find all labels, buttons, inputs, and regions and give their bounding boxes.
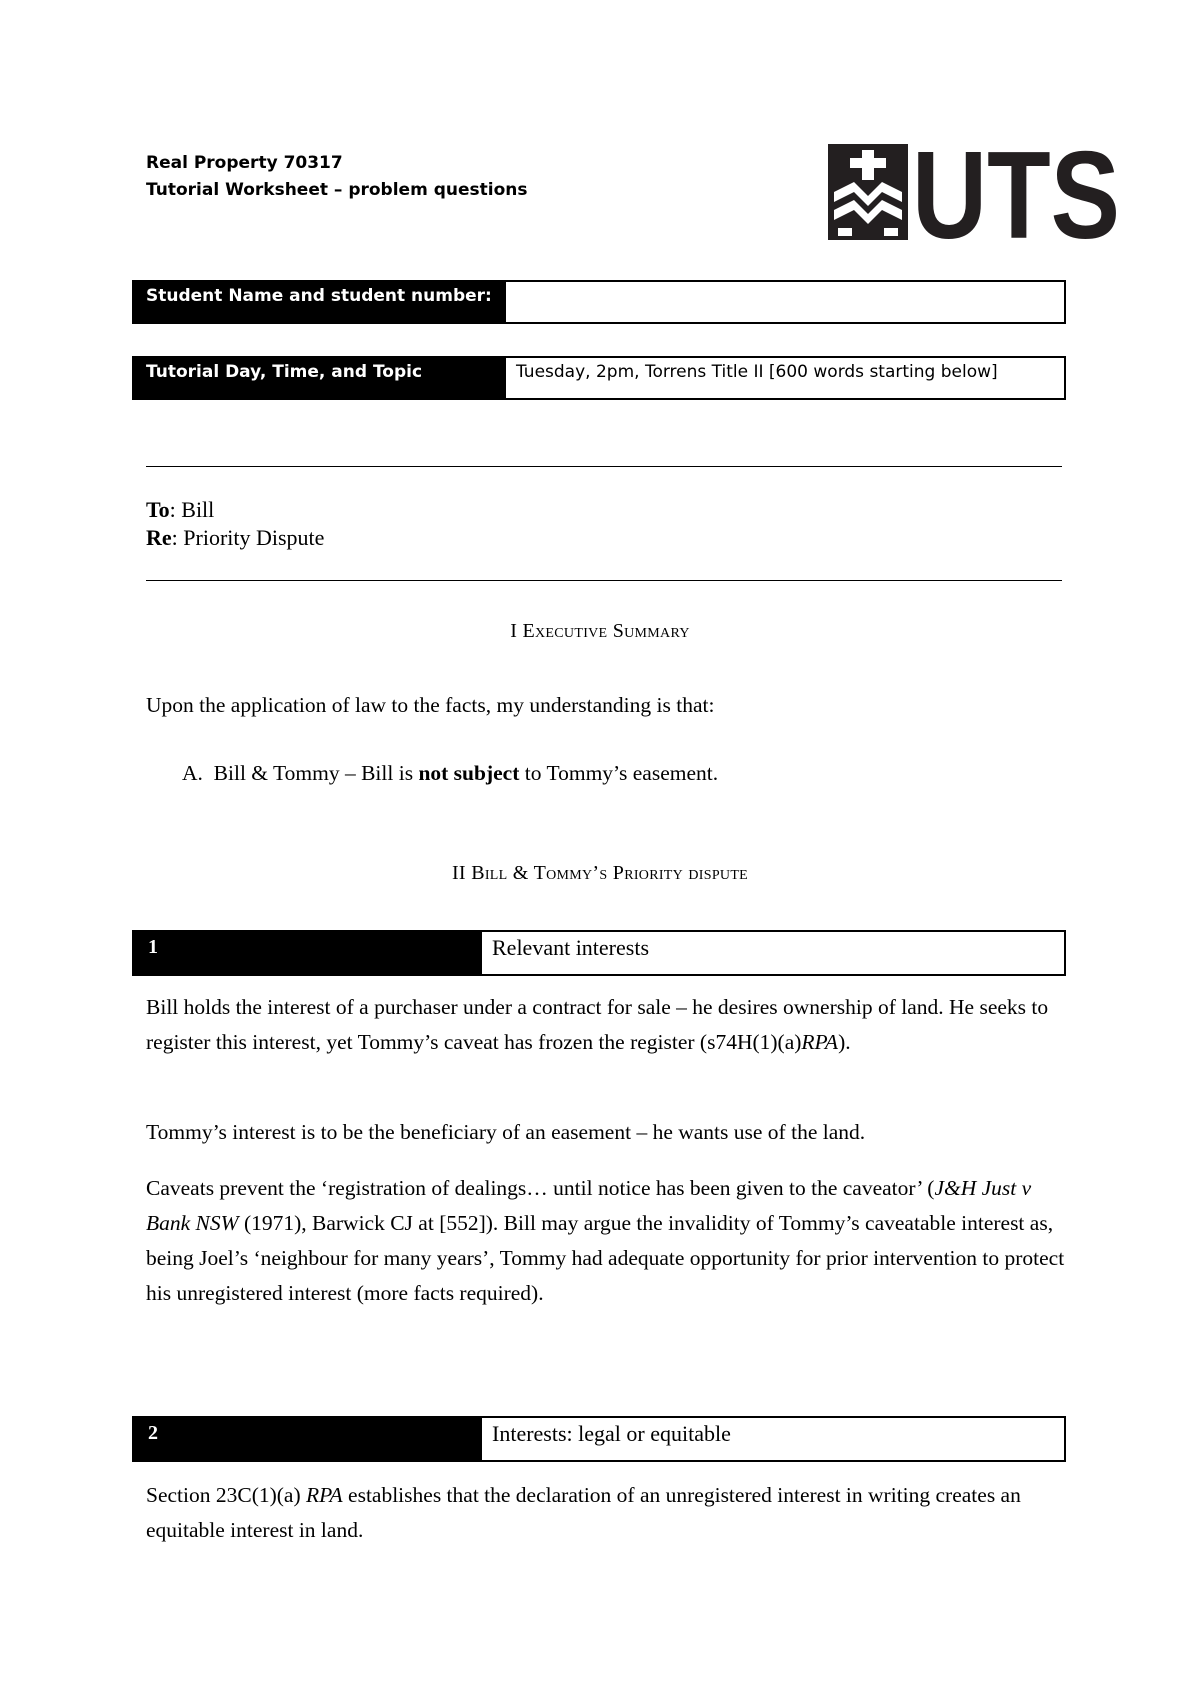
section-2-number: 2 [134,1418,482,1460]
uts-logo [828,127,1124,265]
memo-block [146,496,324,552]
dispute-heading: II Bill & Tommy’s Priority dispute [451,862,749,884]
divider-bottom [146,580,1062,581]
memo-to: To: Bill [146,497,215,522]
summary-item: A. Bill & Tommy – Bill is not subject to Tommy’s easement. [182,761,719,785]
divider-top [146,466,1062,467]
summary-item-marker: A. [182,761,203,785]
tutorial-row [132,356,1066,400]
tutorial-value[interactable]: Tuesday, 2pm, Torrens Title II [600 words starting below] [516,362,998,382]
memo-re: Re: Priority Dispute [146,525,325,550]
uts-crest-icon [828,144,908,240]
section-1-title: Relevant interests [492,935,650,960]
section-2-row [132,1416,1066,1462]
worksheet-title: Tutorial Worksheet – problem questions [146,180,528,200]
student-input[interactable] [506,282,1064,322]
paragraph-2: Tommy’s interest is to be the beneficiary of an easement – he wants use of the land. [146,1120,866,1144]
course-title: Real Property 70317 [146,153,343,173]
uts-wordmark: UTS [912,127,1120,265]
course-header [146,150,528,204]
summary-heading: I Executive Summary [510,620,690,642]
student-row [132,280,1066,324]
section-1-row [132,930,1066,976]
paragraph-3: Caveats prevent the ‘registration of dealings… until notice has been given to the caveator’ (J&H Just v Bank NSW (1971), Barwick CJ at [552]). Bill may argue the invalidity of Tommy’s caveatable interest as, being Joel’s ‘neighbour for many years’, Tommy had adequate opportunity for prior intervention to protect his unregistered interest (more facts required). [146,1176,1065,1305]
paragraph-1: Bill holds the interest of a purchaser under a contract for sale – he desires ownership of land. He seeks to register this interest, yet Tommy’s caveat has frozen the register (s74H(1)(a)RPA). [146,995,1049,1054]
section-2-title: Interests: legal or equitable [492,1421,731,1446]
paragraph-4: Section 23C(1)(a) RPA establishes that the declaration of an unregistered interest in writing creates an equitable interest in land. [146,1483,1021,1542]
summary-intro: Upon the application of law to the facts, my understanding is that: [146,693,715,717]
student-label: Student Name and student number: [134,282,506,322]
tutorial-label: Tutorial Day, Time, and Topic [134,358,506,398]
section-1-number: 1 [134,932,482,974]
